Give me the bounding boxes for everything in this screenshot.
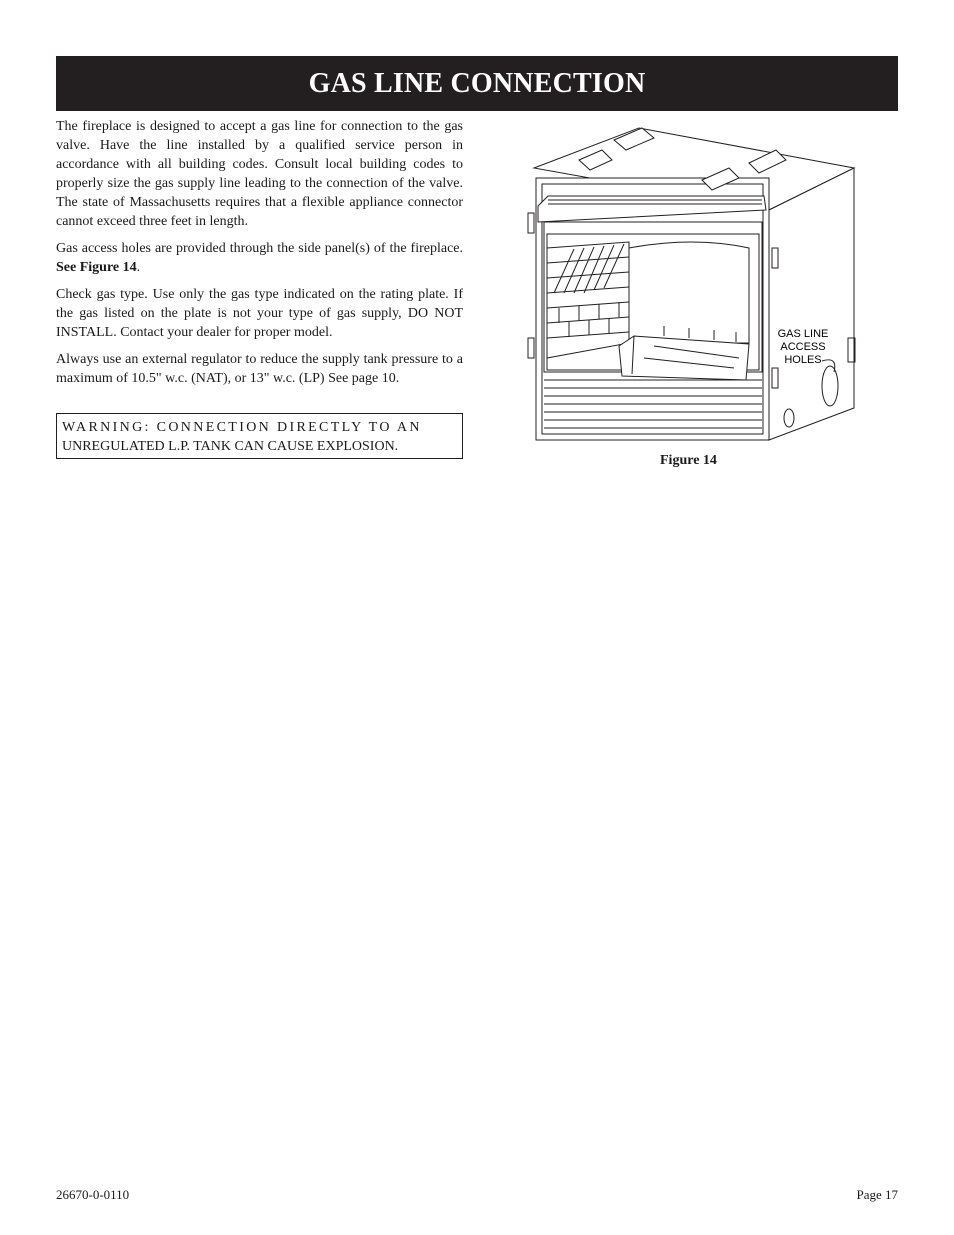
fireplace-diagram: [524, 118, 874, 448]
figure-reference: See Figure 14: [56, 260, 137, 275]
paragraph-gas-type: Check gas type. Use only the gas type indicated on the rating plate. If the gas listed on the plate is not your type of gas supply, DO NOT INSTALL. Contact your dealer for proper model.: [56, 287, 463, 340]
callout-line-3: HOLES: [784, 354, 822, 366]
body-text: [56, 117, 463, 396]
access-holes-text: Gas access holes are provided through the side panel(s) of the fireplace.: [56, 241, 463, 256]
warning-box: [56, 413, 463, 459]
paragraph-gas-line: The fireplace is designed to accept a gas line for connection to the gas valve. Have the line installed by a qualified service person in accordance with all building codes. Consult local building codes to properly size the gas supply line leading to the connection of the valve. The state of Massachusetts requires that a flexible appliance connector cannot exceed three feet in length.: [56, 119, 463, 229]
document-number: 26670-0-0110: [56, 1187, 130, 1202]
warning-line-1: WARNING: CONNECTION DIRECTLY TO AN: [62, 420, 422, 435]
paragraph-access-holes: [56, 239, 463, 277]
figure-caption: Figure 14: [660, 453, 717, 468]
access-holes-end: .: [136, 260, 141, 275]
paragraph-regulator: Always use an external regulator to reduce the supply tank pressure to a maximum of 10.5" w.c. (NAT), or 13" w.c. (LP) See page 10.: [56, 352, 463, 386]
page-number: Page 17: [856, 1187, 898, 1202]
page-title: GAS LINE CONNECTION: [308, 67, 646, 99]
callout-line-1: GAS LINE: [777, 328, 829, 340]
warning-line-2: UNREGULATED L.P. TANK CAN CAUSE EXPLOSION.: [62, 439, 399, 454]
callout-line-2: ACCESS: [780, 341, 826, 353]
fireplace-figure: [524, 118, 874, 448]
title-bar: [56, 56, 898, 111]
